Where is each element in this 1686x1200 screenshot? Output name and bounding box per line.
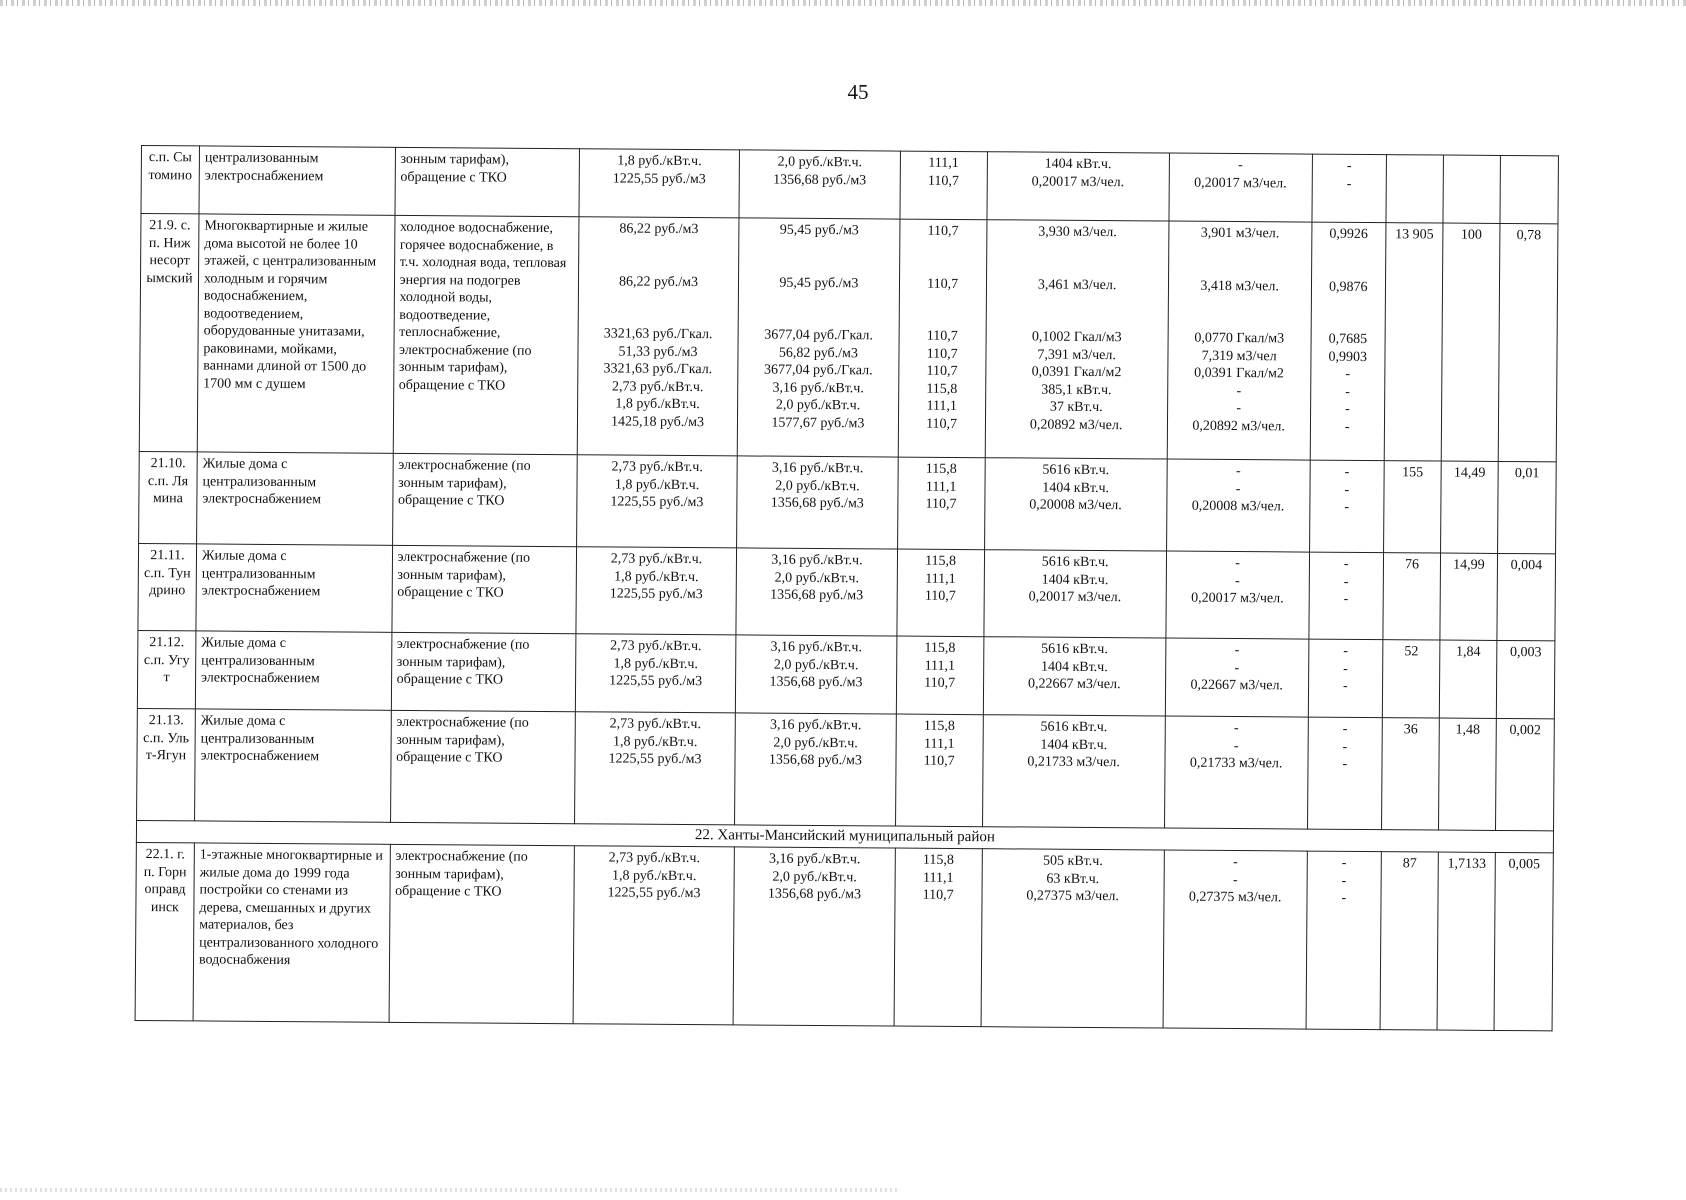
coefficient-line: 0,7685 xyxy=(1328,331,1368,347)
services-line: электроснабжение (по xyxy=(395,848,528,865)
volume-norm-line: 7,391 м3/чел. xyxy=(1037,347,1116,363)
tariff-new-line: 3677,04 руб./Гкал. xyxy=(764,327,873,344)
tariff-old xyxy=(579,149,740,218)
coefficient-line: - xyxy=(1345,366,1351,382)
tariff-new-line: 95,45 руб./м3 xyxy=(779,222,859,239)
coefficient-line: - xyxy=(1341,873,1347,889)
volume-norm-line: 1404 кВт.ч. xyxy=(1044,156,1112,173)
table-row xyxy=(139,451,1557,553)
volume-new-line: - xyxy=(1234,721,1239,737)
percent xyxy=(1500,155,1559,223)
row-number: 22.1. г.п. Горноправдинск xyxy=(135,842,194,1020)
housing-category: Жилые дома с централизованным электроснабжением xyxy=(195,631,391,710)
services-line: обращение с ТКО xyxy=(397,584,504,601)
tariff-index-line: 111,1 xyxy=(923,736,955,752)
volume-norm-line: 0,20008 м3/чел. xyxy=(1029,497,1122,514)
row-number: 21.13. с.п. Ульт-Ягун xyxy=(137,708,196,820)
volume-new-line: 3,418 м3/чел. xyxy=(1200,278,1279,294)
services-line: обращение с ТКО xyxy=(395,883,502,900)
line-spacer xyxy=(584,290,734,326)
tariff-index xyxy=(896,636,984,715)
volume-new-line: 0,20892 м3/чел. xyxy=(1192,418,1285,434)
tariff-new-line: 1577,67 руб./м3 xyxy=(771,415,865,431)
volume-norm-line: 1404 кВт.ч. xyxy=(1040,659,1108,675)
volume-norm-line: 0,21733 м3/чел. xyxy=(1027,754,1120,771)
tariff-old-line: 3321,63 руб./Гкал. xyxy=(603,361,713,378)
volume-norm xyxy=(987,152,1170,221)
tariff-index-line: 111,1 xyxy=(922,870,954,886)
tariff-new-line: 2,0 руб./кВт.ч. xyxy=(775,397,861,414)
tariff-old xyxy=(576,547,737,635)
tariff-new-line: 2,0 руб./кВт.ч. xyxy=(772,869,857,885)
services xyxy=(392,545,577,633)
tariff-index-line: 110,7 xyxy=(924,675,956,691)
services xyxy=(395,147,580,216)
tariff-index-line: 115,8 xyxy=(925,461,957,477)
tariff-old-line: 1225,55 руб./м3 xyxy=(608,751,702,768)
scan-edge-top xyxy=(0,0,1686,6)
tariff-new-line: 3677,04 руб./Гкал. xyxy=(763,362,873,379)
tariff-index-line: 110,7 xyxy=(927,276,959,292)
table-row xyxy=(141,146,1558,224)
table-row xyxy=(139,214,1558,462)
tariff-new xyxy=(735,713,896,826)
tariff-old-line: 1425,18 руб./м3 xyxy=(610,413,705,430)
tariff-index-line: 115,8 xyxy=(923,718,955,734)
tariff-old xyxy=(574,712,735,825)
volume-new-line: 0,21733 м3/чел. xyxy=(1189,755,1283,772)
volume-new-line: - xyxy=(1234,643,1240,659)
volume-new-line: - xyxy=(1236,383,1242,399)
share: 100 xyxy=(1441,223,1500,461)
volume-norm xyxy=(984,458,1167,551)
volume-new-line: - xyxy=(1233,855,1238,871)
volume-new-line: 0,22667 м3/чел. xyxy=(1190,677,1284,694)
tariff-new-line: 2,0 руб./кВт.ч. xyxy=(775,478,860,494)
tariff-index-line: 110,7 xyxy=(926,416,958,432)
scan-edge-bottom xyxy=(0,1188,900,1192)
services-line: электроснабжение (по xyxy=(398,457,531,474)
percent: 0,003 xyxy=(1496,640,1555,718)
coefficient xyxy=(1307,717,1382,830)
tariff-old xyxy=(573,846,735,1025)
volume-norm-line: 3,930 м3/чел. xyxy=(1038,224,1117,241)
tariff-index-line: 115,8 xyxy=(925,553,957,569)
tariff-old-line: 1225,55 руб./м3 xyxy=(609,586,703,603)
services-line: зонным тарифам), xyxy=(396,732,505,749)
tariff-old xyxy=(576,455,737,548)
tariff-old-line: 51,33 руб./м3 xyxy=(618,344,698,360)
section-title: 22. Ханты-Мансийский муниципальный район xyxy=(136,820,1553,852)
tariff-old-line: 1,8 руб./кВт.ч. xyxy=(614,476,700,493)
coefficient-line: - xyxy=(1343,643,1349,659)
volume-new-line: - xyxy=(1235,556,1241,572)
row-number: 21.9. с.п. Нижнесортымский xyxy=(139,214,199,452)
tariff-index xyxy=(895,714,983,827)
table-row xyxy=(137,630,1555,718)
coefficient xyxy=(1309,460,1384,553)
tariff-new-line: 2,0 руб./кВт.ч. xyxy=(777,154,863,171)
percent: 0,002 xyxy=(1495,718,1554,830)
volume-new-line: 0,20017 м3/чел. xyxy=(1191,590,1284,607)
coefficient-line: - xyxy=(1343,678,1348,694)
coefficient-line: - xyxy=(1342,739,1348,755)
coefficient-line: - xyxy=(1341,890,1347,906)
housing-category: Жилые дома с централизованным электроснабжением xyxy=(196,544,392,632)
volume-norm-line: 0,20017 м3/чел. xyxy=(1031,174,1125,190)
coefficient-line: - xyxy=(1342,721,1348,737)
table-row xyxy=(135,842,1553,1030)
services-line: обращение с ТКО xyxy=(396,749,503,766)
volume-norm-line: 5616 кВт.ч. xyxy=(1040,719,1108,736)
volume-new-line: 7,319 м3/чел xyxy=(1201,348,1277,364)
services: холодное водоснабжение, горячее водоснабжение, в т.ч. холодная вода, тепловая энергия на подогрев холодной воды, водоотведение, теплоснабжение, электроснабжение (по зонным тарифам), обращение с ТКО xyxy=(393,215,579,454)
tariff-index-line: 111,1 xyxy=(926,398,958,414)
tariff-index xyxy=(900,151,987,220)
volume-norm-line: 37 кВт.ч. xyxy=(1049,399,1103,416)
tariff-new-line: 1356,68 руб./м3 xyxy=(768,752,863,769)
volume-norm-line: 5616 кВт.ч. xyxy=(1041,554,1109,571)
line-spacer xyxy=(744,291,894,327)
tariff-new xyxy=(737,456,898,549)
tariff-new xyxy=(733,847,895,1026)
volume-new-line: - xyxy=(1235,464,1241,480)
page-number: 45 xyxy=(847,80,869,104)
volume-norm xyxy=(985,220,1169,459)
line-spacer xyxy=(905,240,981,276)
line-spacer xyxy=(1317,243,1381,278)
services-line: обращение с ТКО xyxy=(400,169,507,186)
coefficient-line: - xyxy=(1343,661,1348,677)
volume-norm-line: 0,20892 м3/чел. xyxy=(1029,417,1123,433)
volume-new-line: 0,20017 м3/чел. xyxy=(1194,175,1287,191)
volume-new xyxy=(1165,638,1308,717)
tariff-new-line: 1356,68 руб./м3 xyxy=(773,172,867,188)
population xyxy=(1386,155,1443,223)
tariff-old-line: 2,73 руб./кВт.ч. xyxy=(612,378,704,395)
tariff-old-line: 2,73 руб./кВт.ч. xyxy=(610,638,702,655)
coefficient-line: - xyxy=(1344,464,1350,480)
volume-norm-line: 5616 кВт.ч. xyxy=(1042,462,1110,479)
tariff-old-line: 86,22 руб./м3 xyxy=(619,221,699,238)
volume-norm-line: 1404 кВт.ч. xyxy=(1040,737,1108,753)
volume-new xyxy=(1169,153,1312,222)
tariff-old-line: 2,73 руб./кВт.ч. xyxy=(611,459,703,476)
coefficient-line: - xyxy=(1343,556,1349,572)
coefficient-line: - xyxy=(1341,855,1347,871)
coefficient-line: - xyxy=(1345,401,1350,417)
services-line: зонным тарифам), xyxy=(395,866,504,883)
volume-norm xyxy=(982,715,1165,828)
tariff-index-line: 111,1 xyxy=(924,658,956,674)
tariff-new-line: 3,16 руб./кВт.ч. xyxy=(771,460,864,477)
coefficient-line: 0,9926 xyxy=(1329,226,1369,242)
coefficient-line: - xyxy=(1342,756,1348,772)
services-line: электроснабжение (по xyxy=(397,549,531,566)
tariff-index-line: 111,1 xyxy=(925,571,956,587)
tariff-old xyxy=(577,217,739,456)
housing-category: 1-этажные многоквартирные и жилые дома до 1999 года постройки со стенами из дерева, смешанных и других материалов, без централизованного холодного водоснабжения xyxy=(193,843,390,1022)
coefficient-line: - xyxy=(1343,591,1349,607)
services-line: обращение с ТКО xyxy=(396,671,504,688)
tariff-old-line: 1,8 руб./кВт.ч. xyxy=(611,867,697,884)
tariff-index-line: 111,1 xyxy=(925,479,957,495)
volume-new-line: - xyxy=(1238,158,1243,174)
share: 14,99 xyxy=(1440,553,1498,640)
housing-category: Жилые дома с централизованным электроснабжением xyxy=(194,709,390,822)
tariff-old-line: 1,8 руб./кВт.ч. xyxy=(615,396,700,413)
population: 36 xyxy=(1382,718,1440,830)
percent: 0,78 xyxy=(1498,223,1558,461)
row-number: 21.12. с.п. Угут xyxy=(137,630,196,708)
services-line: зонным тарифам), xyxy=(396,654,506,671)
tariff-new xyxy=(737,218,899,457)
share: 1,84 xyxy=(1439,640,1496,718)
volume-new-line: 0,27375 м3/чел. xyxy=(1188,889,1282,906)
volume-norm xyxy=(984,550,1167,638)
tariff-old-line: 1225,55 руб./м3 xyxy=(607,885,701,902)
tariff-index-line: 110,7 xyxy=(923,753,955,769)
tariff-index-line: 110,7 xyxy=(925,496,957,512)
volume-new xyxy=(1163,850,1307,1029)
coefficient-line: 0,9903 xyxy=(1328,349,1368,365)
volume-norm-line: 3,461 м3/чел. xyxy=(1037,277,1117,293)
volume-new xyxy=(1167,221,1312,460)
coefficient-line: - xyxy=(1343,574,1349,590)
share: 14,49 xyxy=(1441,461,1499,553)
tariff-old-line: 1,8 руб./кВт.ч. xyxy=(613,655,698,672)
percent: 0,01 xyxy=(1497,461,1556,553)
table-row xyxy=(137,708,1555,830)
housing-category: Жилые дома с централизованным электроснабжением xyxy=(197,452,393,545)
coefficient xyxy=(1308,552,1383,640)
volume-norm-line: 0,22667 м3/чел. xyxy=(1027,676,1121,693)
volume-norm xyxy=(981,849,1164,1028)
volume-new xyxy=(1166,551,1309,639)
percent: 0,004 xyxy=(1497,553,1556,640)
tariff-old-line: 1225,55 руб./м3 xyxy=(609,673,703,690)
row-number: 21.10. с.п. Лямина xyxy=(139,451,198,543)
coefficient-line: - xyxy=(1344,499,1350,515)
coefficient xyxy=(1306,851,1382,1030)
population: 155 xyxy=(1384,461,1442,553)
line-spacer xyxy=(1174,242,1306,278)
volume-norm-line: 385,1 кВт.ч. xyxy=(1041,382,1112,398)
volume-new-line: 0,0770 Гкал/м3 xyxy=(1194,330,1285,347)
volume-new-line: - xyxy=(1232,872,1238,888)
volume-norm-line: 5616 кВт.ч. xyxy=(1041,641,1108,658)
line-spacer xyxy=(1173,295,1305,331)
tariff-index xyxy=(897,457,985,550)
volume-new-line: - xyxy=(1236,401,1242,417)
tariff-new-line: 3,16 руб./кВт.ч. xyxy=(770,639,863,656)
volume-norm-line: 0,0391 Гкал/м2 xyxy=(1031,364,1122,381)
tariff-index xyxy=(894,848,982,1027)
tariff-new xyxy=(739,150,900,219)
population: 13 905 xyxy=(1384,223,1443,461)
line-spacer xyxy=(991,293,1162,329)
tariff-new-line: 3,16 руб./кВт.ч. xyxy=(772,380,864,396)
coefficient xyxy=(1310,222,1386,461)
tariff-old-line: 3321,63 руб./Гкал. xyxy=(603,326,713,343)
tariff-index-line: 115,8 xyxy=(922,852,954,868)
tariff-old-line: 2,73 руб./кВт.ч. xyxy=(608,850,701,867)
tariff-table xyxy=(135,145,1559,1031)
line-spacer xyxy=(744,239,894,275)
tariff-new xyxy=(736,548,897,636)
volume-new xyxy=(1164,716,1308,829)
housing-category: централизованным электроснабжением xyxy=(199,146,395,215)
line-spacer xyxy=(1316,296,1380,331)
tariff-new-line: 3,16 руб./кВт.ч. xyxy=(768,851,861,868)
share: 1,7133 xyxy=(1437,852,1495,1030)
tariff-index xyxy=(897,549,985,637)
tariff-index-line: 111,1 xyxy=(928,155,959,171)
tariff-new xyxy=(736,635,897,714)
tariff-index-line: 110,7 xyxy=(924,588,956,604)
tariff-old-line: 1,8 руб./кВт.ч. xyxy=(612,733,698,750)
housing-category: Многоквартирные и жилые дома высотой не более 10 этажей, с централизованным холодным и горячим водоснабжением, водоотведением, оборудованные унитазами, раковинами, мойками, ваннами длиной от 1500 до 1700 мм с душем xyxy=(197,214,394,453)
volume-new-line: - xyxy=(1235,481,1241,497)
share: 1,48 xyxy=(1439,718,1497,830)
tariff-old xyxy=(575,634,736,713)
tariff-new-line: 2,0 руб./кВт.ч. xyxy=(773,735,858,751)
coefficient-line: - xyxy=(1346,176,1352,192)
services xyxy=(392,453,577,546)
volume-new-line: 3,901 м3/чел. xyxy=(1200,225,1280,242)
volume-norm xyxy=(983,637,1166,716)
volume-new xyxy=(1166,459,1309,552)
volume-norm-line: 1404 кВт.ч. xyxy=(1042,480,1110,496)
percent: 0,005 xyxy=(1494,852,1553,1030)
coefficient xyxy=(1308,639,1383,718)
volume-norm-line: 0,1002 Гкал/м3 xyxy=(1031,329,1122,346)
tariff-new-line: 1356,68 руб./м3 xyxy=(770,495,864,512)
tariff-new-line: 1356,68 руб./м3 xyxy=(767,886,862,903)
tariff-old-line: 1225,55 руб./м3 xyxy=(610,494,704,511)
tariff-old-line: 2,73 руб./кВт.ч. xyxy=(609,716,702,733)
tariff-new-line: 95,45 руб./м3 xyxy=(779,275,859,291)
coefficient-line: - xyxy=(1346,158,1352,174)
volume-norm-line: 0,27375 м3/чел. xyxy=(1026,888,1119,905)
table-row xyxy=(138,543,1556,640)
tariff-index xyxy=(898,219,987,458)
volume-new-line: 0,20008 м3/чел. xyxy=(1191,498,1285,515)
volume-new-line: - xyxy=(1233,738,1239,754)
tariff-new-line: 56,82 руб./м3 xyxy=(778,345,859,361)
tariff-index-line: 115,8 xyxy=(924,640,956,656)
services xyxy=(389,844,575,1023)
services-line: зонным тарифам), xyxy=(398,475,507,492)
population: 76 xyxy=(1383,553,1441,640)
line-spacer xyxy=(992,241,1163,277)
share xyxy=(1443,155,1500,223)
tariff-old-line: 86,22 руб./м3 xyxy=(618,274,699,290)
coefficient xyxy=(1312,154,1387,223)
coefficient-line: - xyxy=(1344,482,1350,498)
volume-norm-line: 63 кВт.ч. xyxy=(1046,871,1100,887)
volume-norm-line: 505 кВт.ч. xyxy=(1043,853,1103,870)
tariff-index-line: 115,8 xyxy=(926,381,958,397)
volume-norm-line: 1404 кВт.ч. xyxy=(1041,572,1109,588)
coefficient-line: - xyxy=(1345,384,1350,400)
row-number: 21.11. с.п. Тундрино xyxy=(138,543,197,630)
tariff-new-line: 1356,68 руб./м3 xyxy=(770,587,864,604)
coefficient-line: - xyxy=(1344,419,1350,435)
tariff-old-line: 2,73 руб./кВт.ч. xyxy=(610,551,703,568)
tariff-new-line: 3,16 руб./кВт.ч. xyxy=(771,552,863,569)
tariff-new-line: 1356,68 руб./м3 xyxy=(769,674,863,691)
volume-norm-line: 0,20017 м3/чел. xyxy=(1028,589,1122,606)
services-line: зонным тарифам), xyxy=(397,567,506,584)
volume-new-line: 0,0391 Гкал/м2 xyxy=(1194,365,1284,382)
tariff-index-line: 110,7 xyxy=(926,363,958,379)
services-line: зонным тарифам), xyxy=(400,151,510,168)
tariff-index-line: 110,7 xyxy=(922,887,954,903)
line-spacer xyxy=(584,238,734,274)
services-line: обращение с ТКО xyxy=(397,492,505,509)
tariff-new-line: 2,0 руб./кВт.ч. xyxy=(773,657,859,673)
tariff-index-line: 110,7 xyxy=(926,346,958,362)
tariff-index-line: 110,7 xyxy=(927,223,959,239)
services xyxy=(391,632,576,711)
tariff-old-line: 1,8 руб./кВт.ч. xyxy=(617,153,702,170)
row-number: с.п. Сытомино xyxy=(141,146,199,214)
services-line: электроснабжение (по xyxy=(396,636,530,653)
population: 87 xyxy=(1380,852,1438,1030)
services xyxy=(390,710,575,823)
tariff-index-line: 110,7 xyxy=(927,173,959,189)
line-spacer xyxy=(904,293,980,329)
tariff-new-line: 3,16 руб./кВт.ч. xyxy=(769,717,862,734)
tariff-new-line: 2,0 руб./кВт.ч. xyxy=(774,570,860,586)
tariff-index-line: 110,7 xyxy=(926,328,958,344)
tariff-old-line: 1225,55 руб./м3 xyxy=(612,170,706,187)
services-line: электроснабжение (по xyxy=(396,714,529,731)
tariff-old-line: 1,8 руб./кВт.ч. xyxy=(614,568,699,585)
volume-new-line: - xyxy=(1235,573,1240,589)
volume-new-line: - xyxy=(1234,660,1240,676)
coefficient-line: 0,9876 xyxy=(1329,279,1368,295)
population: 52 xyxy=(1382,640,1439,718)
